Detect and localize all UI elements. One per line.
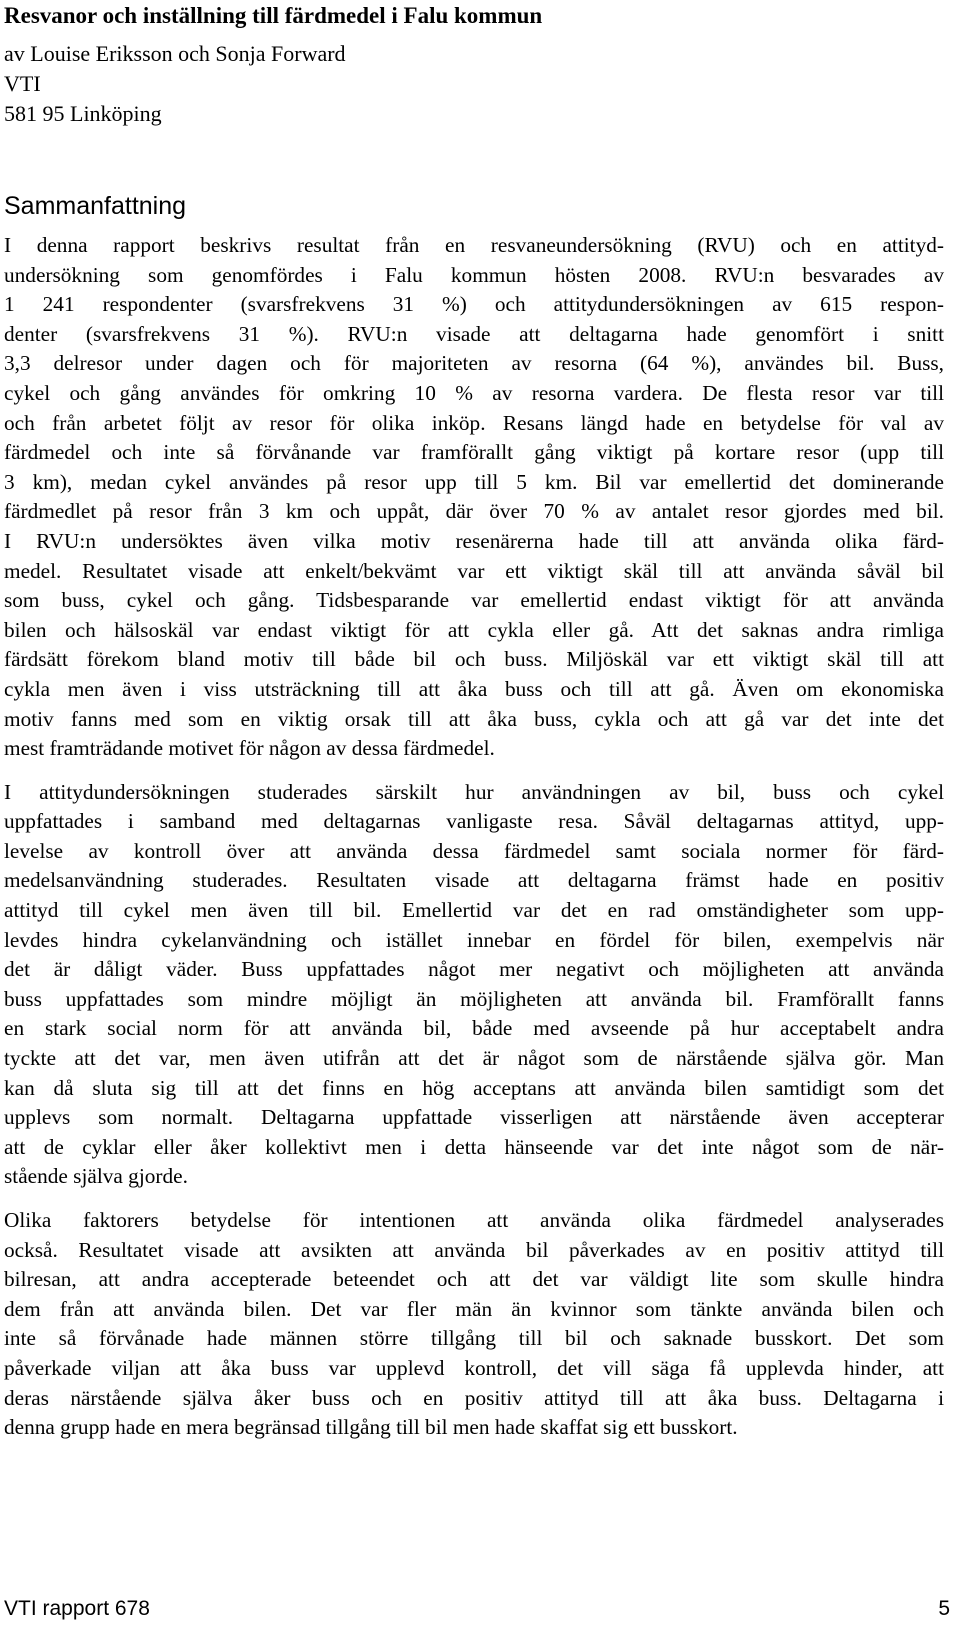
text-line: inte så förvånade hade männen större tillgång till bil och saknade busskort. Det som	[4, 1326, 944, 1351]
page-footer	[4, 1594, 950, 1624]
text-line: I attitydundersökningen studerades särskilt hur användningen av bil, buss och cykel	[4, 779, 944, 804]
text-line: attityd till cykel men även till bil. Emellertid var det en rad omständigheter som upp-	[4, 898, 944, 923]
text-line: I RVU:n undersöktes även vilka motiv resenärerna hade till att använda olika färd-	[4, 528, 944, 553]
paragraph	[4, 778, 944, 1192]
text-line: färdmedel och inte så förvånande var framförallt gång viktigt på kortare resor (upp till	[4, 440, 944, 465]
text-line: tyckte att det var, men även utifrån att det är något som de närstående själva gör. Man	[4, 1046, 944, 1071]
text-line: upplevs som normalt. Deltagarna uppfattade visserligen att närstående även accepterar	[4, 1105, 944, 1130]
authors: av Louise Eriksson och Sonja Forward	[4, 41, 346, 66]
author-block	[4, 39, 948, 129]
text-line: 3 km), medan cykel användes på resor upp till 5 km. Bil var emellertid det dominerande	[4, 469, 944, 494]
text-line: denter (svarsfrekvens 31 %). RVU:n visade att deltagarna hade genomfört i snitt	[4, 321, 944, 346]
text-line: denna grupp hade en mera begränsad tillgång till bil men hade skaffat sig ett busskort.	[4, 1415, 738, 1440]
text-line: medelsanvändning studerades. Resultaten visade att deltagarna främst hade en positiv	[4, 868, 944, 893]
text-line: cykel och gång användes för omkring 10 % av resorna vardera. De flesta resor var till	[4, 380, 944, 405]
text-line: dem från att använda bilen. Det var fler män än kvinnor som tänkte använda bilen och	[4, 1296, 944, 1321]
text-line: bilresan, att andra accepterade beteendet och att det var väldigt lite som skulle hindra	[4, 1267, 944, 1292]
text-line: påverkade viljan att åka buss var upplevd kontroll, det vill säga få upplevda hinder, att	[4, 1355, 944, 1380]
paragraph	[4, 231, 944, 764]
report-label: VTI rapport 678	[4, 1597, 150, 1620]
text-line: kan då sluta sig till att det finns en hög acceptans att använda bilen samtidigt som det	[4, 1075, 944, 1100]
document-title: Resvanor och inställning till färdmedel i Falu kommun	[4, 3, 543, 28]
text-line: och från arbetet följt av resor för olika inköp. Resans längd hade en betydelse för val av	[4, 410, 944, 435]
text-line: att de cyklar eller åker kollektivt men i detta hänseende var det inte något som de när-	[4, 1134, 944, 1159]
text-line: bilen och hälsoskäl var endast viktigt för att cykla eller gå. Att det saknas andra rimliga	[4, 617, 944, 642]
text-line: medel. Resultatet visade att enkelt/bekvämt var ett viktigt skäl till att använda såväl bil	[4, 558, 944, 583]
address: 581 95 Linköping	[4, 101, 162, 126]
text-line: 3,3 delresor under dagen och för majoriteten av resorna (64 %), användes bil. Buss,	[4, 351, 944, 376]
text-line: levdes hindra cykelanvändning och istället innebar en fördel för bilen, exempelvis när	[4, 927, 944, 952]
text-line: som buss, cykel och gång. Tidsbesparande var emellertid endast viktigt för att använda	[4, 588, 944, 613]
text-line: 1 241 respondenter (svarsfrekvens 31 %) och attitydundersökningen av 615 respon-	[4, 292, 944, 317]
text-line: cykla men även i viss utsträckning till att åka buss och till att gå. Även om ekonomiska	[4, 676, 944, 701]
summary-body	[4, 231, 948, 1443]
paragraph	[4, 1206, 944, 1443]
text-line: Olika faktorers betydelse för intentionen att använda olika färdmedel analyserades	[4, 1208, 944, 1232]
text-line: också. Resultatet visade att avsikten att använda bil påverkades av en positiv attityd till	[4, 1237, 944, 1262]
section-heading: Sammanfattning	[4, 192, 187, 220]
text-line: undersökning som genomfördes i Falu kommun hösten 2008. RVU:n besvarades av	[4, 262, 944, 287]
text-line: mest framträdande motivet för någon av dessa färdmedel.	[4, 736, 495, 761]
text-line: det är dåligt väder. Buss uppfattades något mer negativt och möjligheten att använda	[4, 957, 944, 982]
text-line: levelse av kontroll över att använda dessa färdmedel samt sociala normer för färd-	[4, 838, 944, 863]
text-line: motiv fanns med som en viktig orsak till att åka buss, cykla och att gå var det inte det	[4, 706, 944, 731]
text-line: uppfattades i samband med deltagarnas vanligaste resa. Såväl deltagarnas attityd, upp-	[4, 809, 944, 834]
text-line: buss uppfattades som mindre möjligt än möjligheten att använda bil. Framförallt fanns	[4, 986, 944, 1011]
text-line: I denna rapport beskrivs resultat från en resvaneundersökning (RVU) och en attityd-	[4, 233, 944, 257]
text-line: deras närstående själva åker buss och en positiv attityd till att åka buss. Deltagarna i	[4, 1385, 944, 1410]
page-number: 5	[938, 1597, 950, 1620]
text-line: stående själva gjorde.	[4, 1164, 188, 1189]
text-line: färdmedlet på resor från 3 km och uppåt, där över 70 % av antalet resor gjordes med bil.	[4, 499, 944, 524]
text-line: färdsätt förekom bland motiv till både bil och buss. Miljöskäl var ett viktigt skäl till att	[4, 647, 944, 672]
organization: VTI	[4, 71, 41, 96]
text-line: en stark social norm för att använda bil, både med avseende på hur acceptabelt andra	[4, 1016, 944, 1041]
